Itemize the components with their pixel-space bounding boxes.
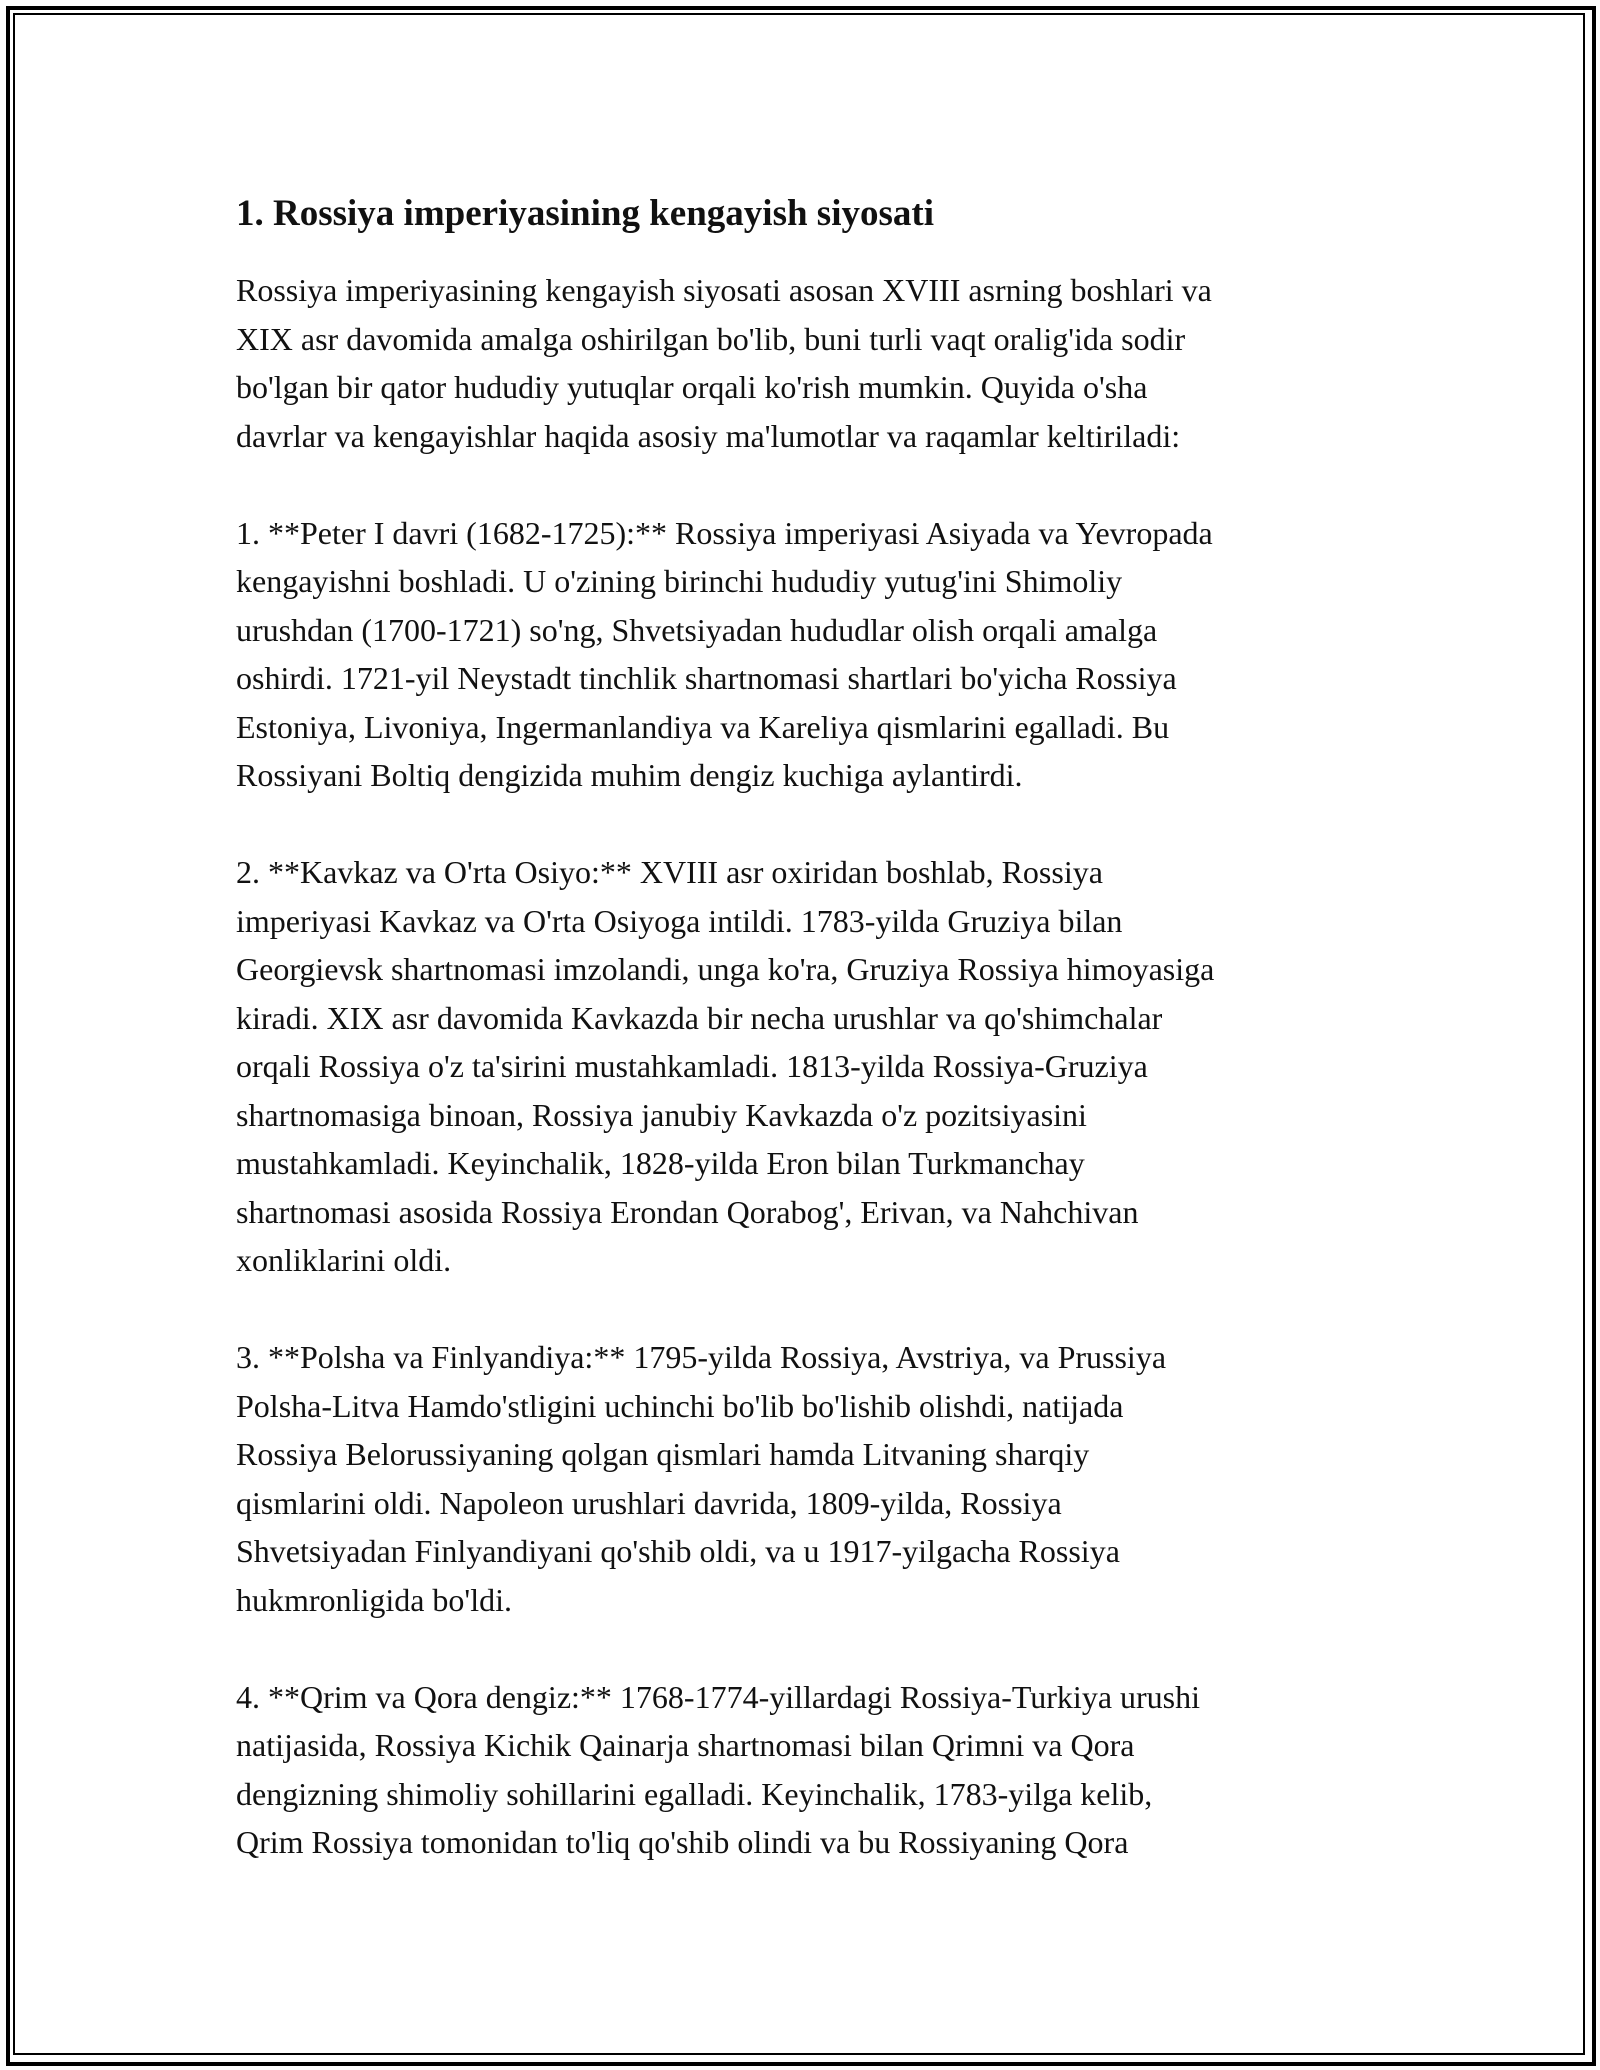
section-heading: 1. Rossiya imperiyasining kengayish siyosati	[236, 193, 934, 234]
paragraph-kavkaz-orta-osiyo: 2. **Kavkaz va O'rta Osiyo:** XVIII asr oxiridan boshlab, Rossiya imperiyasi Kavkaz va O'rta Osiyoga intildi. 1783-yilda Gruziya bilan Georgievsk shartnomasi imzolandi, unga ko'ra, Gruziya Rossiya himoyasiga kiradi. XIX asr davomida Kavkazda bir necha urushlar va qo'shimchalar orqali Rossiya o'z ta'sirini mustahkamladi. 1813-yilda Rossiya-Gruziya shartnomasiga binoan, Rossiya janubiy Kavkazda o'z pozitsiyasini mustahkamladi. Keyinchalik, 1828-yilda Eron bilan Turkmanchay shartnomasi asosida Rossiya Erondan Qorabog', Erivan, va Nahchivan xonliklarini oldi.	[236, 854, 1215, 1278]
paragraph-peter-i: 1. **Peter I davri (1682-1725):** Rossiya imperiyasi Asiyada va Yevropada kengayishni boshladi. U o'zining birinchi hududiy yutug'ini Shimoliy urushdan (1700-1721) so'ng, Shvetsiyadan hududlar olish orqali amalga oshirdi. 1721-yil Neystadt tinchlik shartnomasi shartlari bo'yicha Rossiya Estoniya, Livoniya, Ingermanlandiya va Kareliya qismlarini egalladi. Bu Rossiyani Boltiq dengizida muhim dengiz kuchiga aylantirdi.	[236, 514, 1213, 793]
intro-paragraph: Rossiya imperiyasining kengayish siyosati asosan XVIII asrning boshlari va XIX asr davomida amalga oshirilgan bo'lib, buni turli vaqt oralig'ida sodir bo'lgan bir qator hududiy yutuqlar orqali ko'rish mumkin. Quyida o'sha davrlar va kengayishlar haqida asosiy ma'lumotlar va raqamlar keltiriladi:	[236, 272, 1212, 454]
paragraph-qrim-qora-dengiz: 4. **Qrim va Qora dengiz:** 1768-1774-yillardagi Rossiya-Turkiya urushi natijasida, Rossiya Kichik Qainarja shartnomasi bilan Qrimni va Qora dengizning shimoliy sohillarini egalladi. Keyinchalik, 1783-yilga kelib, Qrim Rossiya tomonidan to'liq qo'shib olindi va bu Rossiyaning Qora	[236, 1678, 1201, 1860]
paragraph-polsha-finlyandiya: 3. **Polsha va Finlyandiya:** 1795-yilda Rossiya, Avstriya, va Prussiya Polsha-Litva Hamdo'stligini uchinchi bo'lib bo'lishib olishdi, natijada Rossiya Belorussiyaning qolgan qismlari hamda Litvaning sharqiy qismlarini oldi. Napoleon urushlari davrida, 1809-yilda, Rossiya Shvetsiyadan Finlyandiyani qo'shib oldi, va u 1917-yilgacha Rossiya hukmronligida bo'ldi.	[236, 1339, 1167, 1618]
document-body	[236, 190, 1386, 1915]
